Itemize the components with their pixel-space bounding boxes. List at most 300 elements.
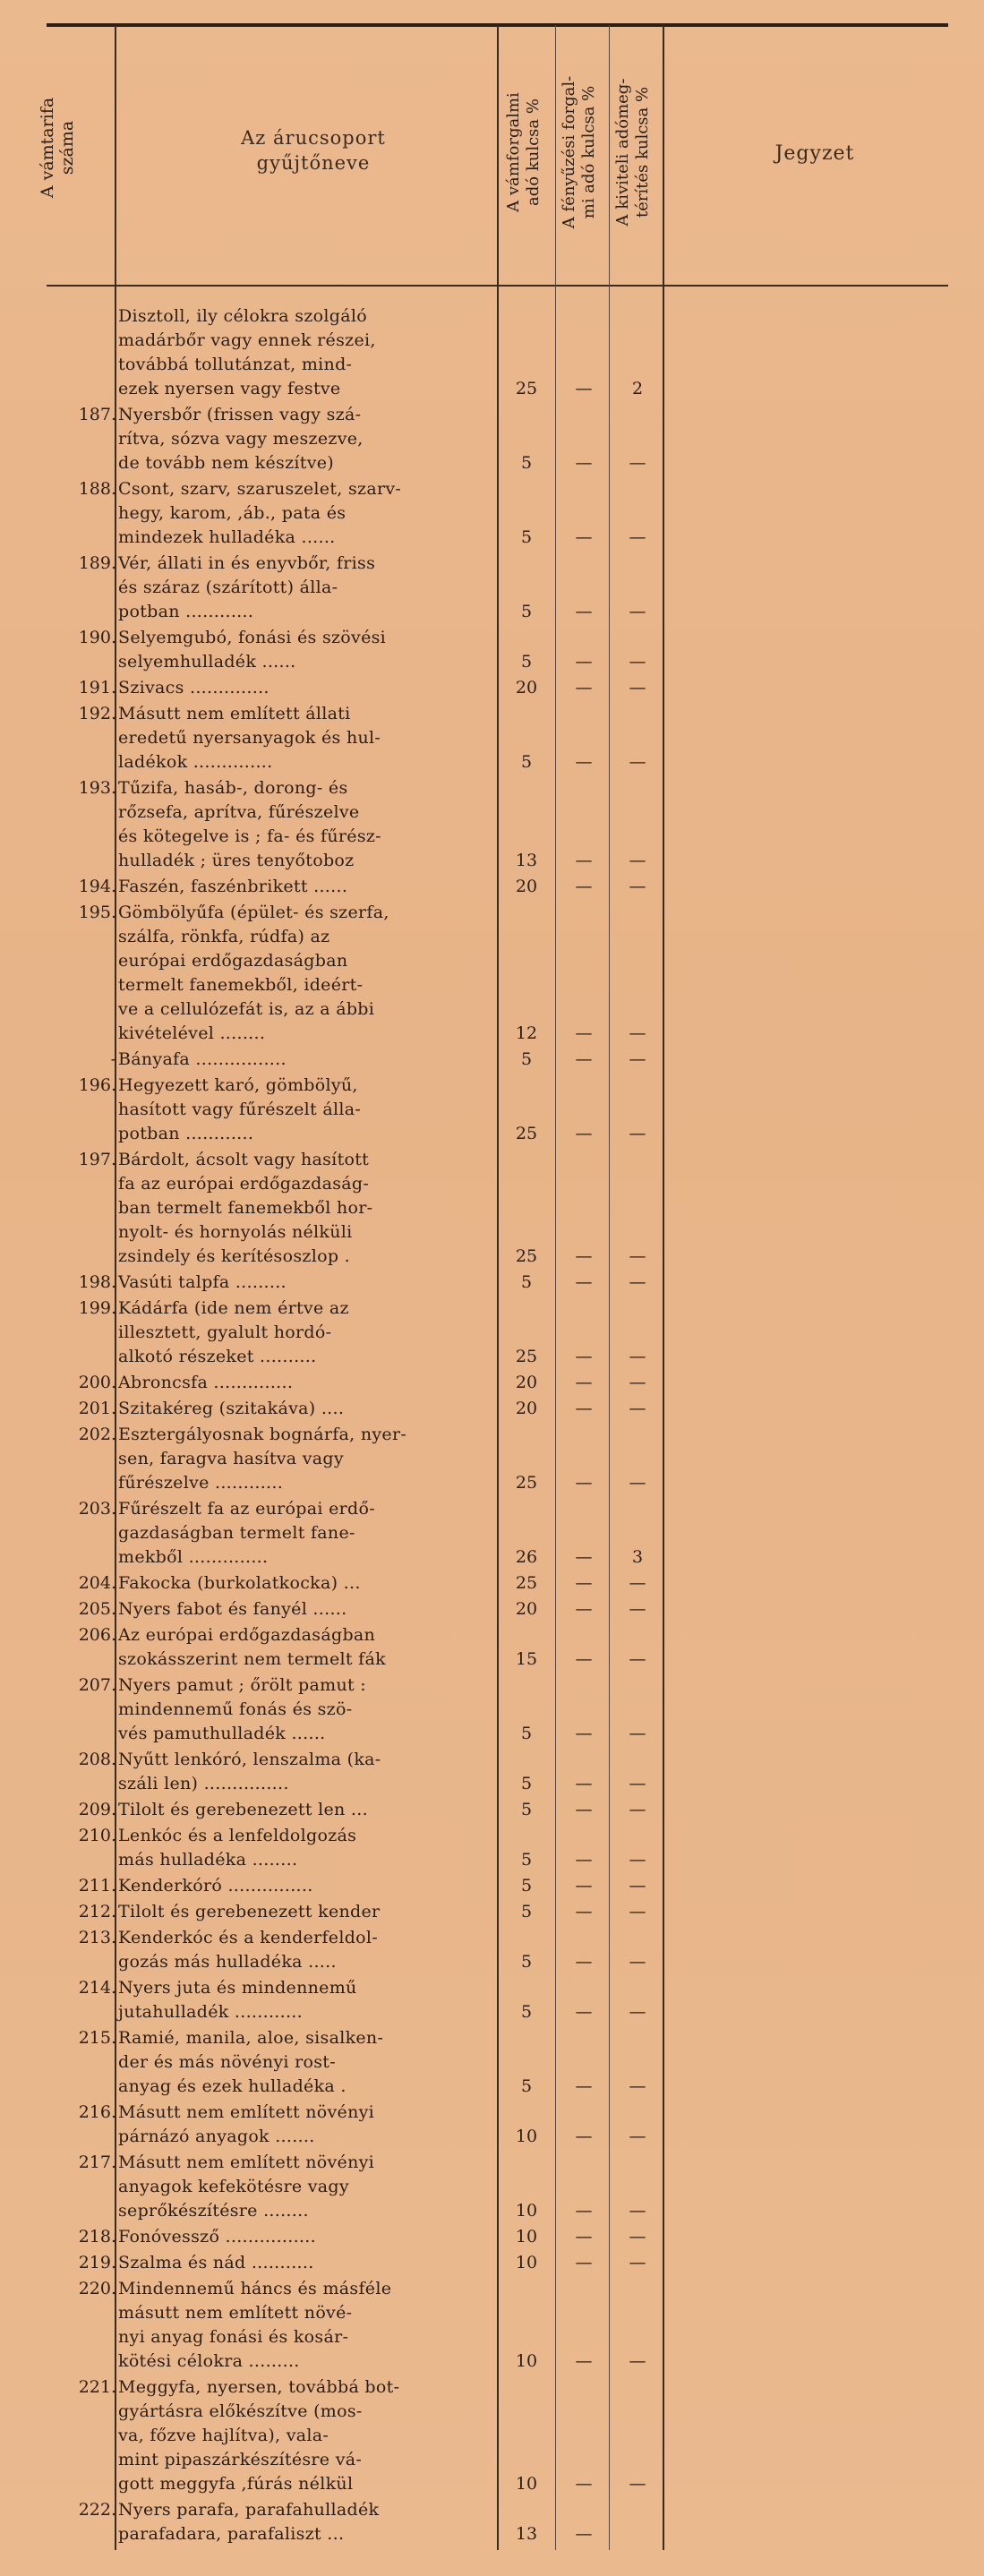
luxury-rate: — <box>575 1876 593 1896</box>
export-rate: — <box>629 752 646 772</box>
table-row <box>0 2101 984 2149</box>
customs-rate: 25 <box>515 1124 538 1143</box>
customs-rate: 5 <box>520 752 533 772</box>
group-description <box>118 1623 494 1672</box>
tariff-number: 216. <box>78 2102 116 2122</box>
tariff-number: 210. <box>78 1826 116 1845</box>
luxury-rate: — <box>575 1246 593 1266</box>
table-row <box>0 1748 984 1796</box>
customs-rate: 5 <box>520 602 533 621</box>
group-description <box>118 304 494 401</box>
header-rate-export-line2: térítés kulcsa % <box>633 86 652 218</box>
tariff-number: 196. <box>78 1075 116 1095</box>
customs-rate: 10 <box>515 2351 538 2371</box>
description-line: Másutt nem említett növényi <box>118 2102 375 2122</box>
table-row <box>0 776 984 873</box>
export-rate: — <box>629 1347 646 1366</box>
export-rate: — <box>629 877 646 896</box>
table-row <box>0 1623 984 1672</box>
group-description <box>118 1926 494 1974</box>
table-row <box>0 1900 984 1924</box>
luxury-rate: — <box>575 1473 593 1493</box>
description-line: Szivacs .............. <box>118 678 270 697</box>
group-description <box>118 676 494 700</box>
customs-rate: 10 <box>515 2201 538 2221</box>
header-rate-luxury <box>560 36 599 269</box>
description-line: Gömbölyűfa (épület- és szerfa, <box>118 903 389 922</box>
group-description <box>118 1597 494 1622</box>
customs-rate: 5 <box>520 1774 533 1793</box>
header-group-name-line1: Az árucsoport <box>241 127 386 149</box>
group-description <box>118 1048 494 1072</box>
description-line: madárbőr vagy ennek részei, <box>118 330 376 350</box>
description-line: továbbá tollutánzat, mind- <box>118 355 353 374</box>
export-rate: — <box>629 1800 646 1819</box>
export-rate: — <box>629 678 646 697</box>
description-line: Az európai erdőgazdaságban <box>118 1625 376 1645</box>
tariff-number: 190. <box>78 628 116 647</box>
customs-rate: 5 <box>520 1850 533 1870</box>
tariff-number: 202. <box>78 1425 116 1444</box>
customs-rate: 13 <box>515 2524 538 2544</box>
customs-rate: 25 <box>515 1473 538 1493</box>
description-line: Másutt nem említett növényi <box>118 2152 375 2172</box>
customs-rate: 20 <box>515 877 538 896</box>
tariff-number: 206. <box>78 1625 116 1645</box>
customs-rate: 12 <box>515 1023 538 1043</box>
export-rate: — <box>629 1952 646 1972</box>
tariff-number: 205. <box>78 1599 116 1619</box>
description-line: gott meggyfa ,fúrás nélkül <box>118 2474 354 2494</box>
luxury-rate: — <box>575 2253 593 2272</box>
export-rate: — <box>629 1272 646 1292</box>
table-row <box>0 1824 984 1872</box>
export-rate: — <box>629 1399 646 1418</box>
customs-rate: 5 <box>520 1952 533 1972</box>
description-line: kivételével ........ <box>118 1023 266 1043</box>
description-line: vés pamuthulladék ...... <box>118 1724 326 1743</box>
description-line: Mindennemű háncs és másféle <box>118 2279 392 2298</box>
luxury-rate: — <box>575 752 593 772</box>
table-row <box>0 1874 984 1898</box>
group-description <box>118 901 494 1046</box>
header-rate-export-line1: A kiviteli adómeg- <box>613 78 632 227</box>
table-row <box>0 676 984 700</box>
group-description <box>118 403 494 475</box>
group-description <box>118 1423 494 1495</box>
export-rate: — <box>629 1573 646 1593</box>
luxury-rate: — <box>575 1902 593 1921</box>
luxury-rate: — <box>575 379 593 398</box>
luxury-rate: — <box>575 1547 593 1567</box>
tariff-number: 215. <box>78 2028 116 2048</box>
header-rate-luxury-line1: A fényűzési forgal- <box>560 75 578 229</box>
tariff-number: 192. <box>78 704 116 723</box>
export-rate: — <box>629 1599 646 1619</box>
customs-rate: 5 <box>520 1049 533 1069</box>
description-line: potban ............ <box>118 602 254 621</box>
table-row <box>0 2375 984 2496</box>
tariff-number: 200. <box>78 1373 116 1392</box>
description-line: európai erdőgazdaságban <box>118 951 348 971</box>
export-rate: — <box>629 1473 646 1493</box>
customs-rate: 25 <box>515 1246 538 1266</box>
table-row <box>0 1798 984 1822</box>
group-description <box>118 552 494 624</box>
description-line: nyolt- és hornyolás nélküli <box>118 1222 353 1242</box>
customs-rate: 13 <box>515 851 538 870</box>
export-rate: — <box>629 1124 646 1143</box>
table-row <box>0 1271 984 1295</box>
description-line: és száraz (szárított) álla- <box>118 578 338 597</box>
group-description <box>118 2225 494 2249</box>
group-description <box>118 2026 494 2099</box>
description-line: Hegyezett karó, gömbölyű, <box>118 1075 358 1095</box>
tariff-number: 187. <box>78 405 116 424</box>
export-rate: — <box>629 453 646 473</box>
table-row <box>0 1497 984 1570</box>
customs-rate: 5 <box>520 1876 533 1896</box>
description-line: eredetű nyersanyagok és hul- <box>118 728 381 748</box>
export-rate: — <box>629 2253 646 2272</box>
customs-rate: 5 <box>520 1272 533 1292</box>
description-line: termelt fanemekből, ideért- <box>118 975 364 995</box>
description-line: fűrészelve ............ <box>118 1473 284 1493</box>
export-rate: 2 <box>631 379 644 398</box>
tariff-number: 219. <box>78 2253 116 2272</box>
group-description <box>118 626 494 674</box>
export-rate: — <box>629 1373 646 1392</box>
export-rate: — <box>629 2076 646 2096</box>
customs-rate: 20 <box>515 1399 538 1418</box>
group-description <box>118 2375 494 2496</box>
description-line: Szitakéreg (szitakáva) .... <box>118 1399 345 1418</box>
customs-rate: 26 <box>515 1547 538 1567</box>
description-line: Kádárfa (ide nem értve az <box>118 1298 349 1318</box>
description-line: zsindely és kerítésoszlop . <box>118 1246 350 1266</box>
description-line: Abroncsfa .............. <box>118 1373 294 1392</box>
luxury-rate: — <box>575 1800 593 1819</box>
customs-rate: 10 <box>515 2253 538 2272</box>
tariff-number: 212. <box>78 1902 116 1921</box>
export-rate: — <box>629 2002 646 2022</box>
luxury-rate: — <box>575 1774 593 1793</box>
description-line: hasított vagy fűrészelt álla- <box>118 1100 362 1119</box>
export-rate: — <box>629 602 646 621</box>
export-rate: — <box>629 1850 646 1870</box>
luxury-rate: — <box>575 1850 593 1870</box>
export-rate: — <box>629 2127 646 2146</box>
description-line: Tilolt és gerebenezett kender <box>118 1902 381 1921</box>
description-line: és kötegelve is ; fa- és fűrész- <box>118 826 381 846</box>
customs-rate: 10 <box>515 2227 538 2247</box>
tariff-number: 207. <box>78 1675 116 1695</box>
description-line: Szalma és nád ........... <box>118 2253 314 2272</box>
table-row <box>0 2251 984 2275</box>
luxury-rate: — <box>575 1649 593 1669</box>
table-row <box>0 2225 984 2249</box>
export-rate: — <box>629 652 646 672</box>
header-tariff-number-line2: száma <box>57 120 77 175</box>
description-line: hegy, karom, ,áb., pata és <box>118 503 347 523</box>
export-rate: — <box>629 1246 646 1266</box>
description-line: sen, faragva hasítva vagy <box>118 1449 344 1468</box>
description-line: mindennemű fonás és szö- <box>118 1699 353 1719</box>
export-rate: — <box>629 2201 646 2221</box>
description-line: ban termelt fanemekből hor- <box>118 1198 373 1218</box>
description-line: fa az európai erdőgazdaság- <box>118 1174 370 1194</box>
export-rate: 3 <box>631 1547 644 1567</box>
header-tariff-number-line1: A vámtarifa <box>38 97 57 199</box>
customs-rate: 5 <box>520 1800 533 1819</box>
description-line: potban ............ <box>118 1124 254 1143</box>
group-description <box>118 1397 494 1421</box>
table-row <box>0 1597 984 1622</box>
description-line: va, főzve hajlítva), vala- <box>118 2426 329 2445</box>
description-line: Nyűtt lenkóró, lenszalma (ka- <box>118 1750 381 1769</box>
description-line: gyártásra előkészítve (mos- <box>118 2401 363 2421</box>
export-rate: — <box>629 1876 646 1896</box>
description-line: ve a cellulózefát is, az a ábbi <box>118 999 375 1019</box>
group-description <box>118 1748 494 1796</box>
group-description <box>118 1297 494 1369</box>
luxury-rate: — <box>575 2127 593 2146</box>
customs-rate: 20 <box>515 1599 538 1619</box>
description-line: Kenderkóró ............... <box>118 1876 313 1896</box>
tariff-number: 217. <box>78 2152 116 2172</box>
customs-rate: 25 <box>515 1573 538 1593</box>
export-rate: — <box>629 1049 646 1069</box>
group-description <box>118 702 494 775</box>
tariff-number: 201. <box>78 1399 116 1418</box>
header-group-name-line2: gyűjtőneve <box>256 152 371 174</box>
export-rate: — <box>629 1023 646 1043</box>
group-description <box>118 1571 494 1596</box>
customs-rate: 15 <box>515 1649 538 1669</box>
description-line: Csont, szarv, szaruszelet, szarv- <box>118 479 402 499</box>
table-row <box>0 901 984 1046</box>
customs-rate: 5 <box>520 1902 533 1921</box>
group-description <box>118 1148 494 1269</box>
tariff-number: 222. <box>78 2500 116 2520</box>
tariff-number: 211. <box>78 1876 116 1896</box>
customs-rate: 5 <box>520 2076 533 2096</box>
table-row <box>0 1371 984 1395</box>
table-row <box>0 1148 984 1269</box>
tariff-number: 197. <box>78 1150 116 1169</box>
description-line: Tilolt és gerebenezett len ... <box>118 1800 368 1819</box>
group-description <box>118 2277 494 2374</box>
customs-rate: 5 <box>520 652 533 672</box>
header-rate-luxury-line2: mi adó kulcsa % <box>579 85 598 219</box>
description-line: rítva, sózva vagy meszezve, <box>118 429 364 449</box>
group-description <box>118 1673 494 1746</box>
header-tariff-number <box>38 36 77 260</box>
group-description <box>118 1371 494 1395</box>
luxury-rate: — <box>575 1952 593 1972</box>
description-line: seprőkészítésre ........ <box>118 2201 309 2221</box>
luxury-rate: — <box>575 2002 593 2022</box>
description-line: Meggyfa, nyersen, továbbá bot- <box>118 2377 400 2397</box>
table-row <box>0 403 984 475</box>
customs-rate: 20 <box>515 678 538 697</box>
description-line: alkotó részeket .......... <box>118 1347 317 1366</box>
table-row <box>0 1048 984 1072</box>
description-line: anyagok kefekötésre vagy <box>118 2177 349 2196</box>
tariff-number: 214. <box>78 1978 116 1998</box>
header-note: Jegyzet <box>774 142 855 165</box>
description-line: párnázó anyagok ....... <box>118 2127 315 2146</box>
tariff-number: 209. <box>78 1800 116 1819</box>
group-description <box>118 2251 494 2275</box>
description-line: Tűzifa, hasáb-, dorong- és <box>118 778 348 798</box>
table-row <box>0 2151 984 2223</box>
export-rate: — <box>629 2227 646 2247</box>
group-description <box>118 1074 494 1146</box>
tariff-number: 194. <box>78 877 116 896</box>
luxury-rate: — <box>575 1399 593 1418</box>
luxury-rate: — <box>575 2474 593 2494</box>
export-rate: — <box>629 1649 646 1669</box>
description-line: Bányafa ................ <box>118 1049 287 1069</box>
description-line: mint pipaszárkészítésre vá- <box>118 2450 363 2469</box>
tariff-number: 199. <box>78 1298 116 1318</box>
export-rate: — <box>629 1724 646 1743</box>
customs-rate: 5 <box>520 1724 533 1743</box>
luxury-rate: — <box>575 851 593 870</box>
description-line: Másutt nem említett állati <box>118 704 351 723</box>
description-line: szokásszerint nem termelt fák <box>118 1649 386 1669</box>
description-line: Bárdolt, ácsolt vagy hasított <box>118 1150 370 1169</box>
table-row <box>0 1297 984 1369</box>
table-row <box>0 1571 984 1596</box>
luxury-rate: — <box>575 877 593 896</box>
luxury-rate: — <box>575 1124 593 1143</box>
description-line: másutt nem említett növé- <box>118 2303 353 2323</box>
group-description <box>118 2498 494 2546</box>
luxury-rate: — <box>575 678 593 697</box>
export-rate: — <box>629 2351 646 2371</box>
tariff-number: 188. <box>78 479 116 499</box>
luxury-rate: — <box>575 2351 593 2371</box>
luxury-rate: — <box>575 2227 593 2247</box>
group-description <box>118 1798 494 1822</box>
description-line: Nyers fabot és fanyél ...... <box>118 1599 347 1619</box>
customs-rate: 10 <box>515 2474 538 2494</box>
group-description <box>118 1497 494 1570</box>
group-description <box>118 1976 494 2024</box>
table-row <box>0 1926 984 1974</box>
description-line: Kenderkóc és a kenderfeldol- <box>118 1928 379 1947</box>
description-line: Selyemgubó, fonási és szövési <box>118 628 387 647</box>
description-line: gozás más hulladéka ..... <box>118 1952 337 1972</box>
table-row <box>0 1976 984 2024</box>
group-description <box>118 1271 494 1295</box>
description-line: nyi anyag fonási és kosár- <box>118 2327 349 2347</box>
description-line: Nyersbőr (frissen vagy szá- <box>118 405 362 424</box>
luxury-rate: — <box>575 1023 593 1043</box>
description-line: ladékok .............. <box>118 752 273 772</box>
luxury-rate: — <box>575 1347 593 1366</box>
description-line: gazdaságban termelt fane- <box>118 1523 355 1543</box>
customs-rate: 25 <box>515 379 538 398</box>
tariff-number: 193. <box>78 778 116 798</box>
luxury-rate: — <box>575 2076 593 2096</box>
tariff-number: 195. <box>78 903 116 922</box>
description-line: Ramié, manila, aloe, sisalken- <box>118 2028 384 2048</box>
table-row <box>0 875 984 899</box>
customs-rate: 5 <box>520 453 533 473</box>
description-line: Lenkóc és a lenfeldolgozás <box>118 1826 357 1845</box>
description-line: kötési célokra ......... <box>118 2351 300 2371</box>
description-line: rőzsefa, aprítva, fűrészelve <box>118 802 360 822</box>
description-line: ezek nyersen vagy festve <box>118 379 341 398</box>
description-line: illesztett, gyalult hordó- <box>118 1322 332 1342</box>
luxury-rate: — <box>575 1373 593 1392</box>
tariff-number: - <box>110 1049 116 1069</box>
luxury-rate: — <box>575 2201 593 2221</box>
header-group-name <box>161 125 466 175</box>
description-line: más hulladéka ........ <box>118 1850 298 1870</box>
group-description <box>118 1824 494 1872</box>
description-line: mekből .............. <box>118 1547 269 1567</box>
description-line: selyemhulladék ...... <box>118 652 296 672</box>
description-line: Fűrészelt fa az európai erdő- <box>118 1499 375 1519</box>
luxury-rate: — <box>575 1272 593 1292</box>
header-rate-customs-line1: A vámforgalmi <box>504 92 523 212</box>
header-rate-export <box>613 36 653 269</box>
description-line: szálfa, rönkfa, rúdfa) az <box>118 927 330 946</box>
group-description <box>118 1900 494 1924</box>
tariff-number: 191. <box>78 678 116 697</box>
group-description <box>118 477 494 550</box>
tariff-number: 221. <box>78 2377 116 2397</box>
header-rate-customs-line2: adó kulcsa % <box>524 98 543 206</box>
description-line: Nyers juta és mindennemű <box>118 1978 357 1998</box>
luxury-rate: — <box>575 1724 593 1743</box>
description-line: hulladék ; üres tenyőtoboz <box>118 851 355 870</box>
table-row <box>0 626 984 674</box>
description-line: Nyers pamut ; őrölt pamut : <box>118 1675 366 1695</box>
luxury-rate: — <box>575 652 593 672</box>
description-line: Esztergályosnak bognárfa, nyer- <box>118 1425 407 1444</box>
export-rate: — <box>629 2474 646 2494</box>
tariff-number: 218. <box>78 2227 116 2247</box>
tariff-number: 203. <box>78 1499 116 1519</box>
table-row <box>0 552 984 624</box>
group-description <box>118 1874 494 1898</box>
customs-rate: 20 <box>515 1373 538 1392</box>
tariff-number: 208. <box>78 1750 116 1769</box>
table-row <box>0 1397 984 1421</box>
tariff-number: 213. <box>78 1928 116 1947</box>
table-row <box>0 1423 984 1495</box>
table-row <box>0 1074 984 1146</box>
luxury-rate: — <box>575 2524 593 2544</box>
description-line: Vér, állati in és enyvbőr, friss <box>118 553 376 573</box>
customs-rate: 5 <box>520 2002 533 2022</box>
table-row <box>0 2277 984 2374</box>
group-description <box>118 776 494 873</box>
table-row <box>0 2498 984 2546</box>
description-line: Vasúti talpfa ......... <box>118 1272 287 1292</box>
description-line: mindezek hulladéka ...... <box>118 527 336 547</box>
table-row <box>0 477 984 550</box>
description-line: száli len) ............... <box>118 1774 289 1793</box>
description-line: jutahulladék ............ <box>118 2002 303 2022</box>
description-line: Faszén, faszénbrikett ...... <box>118 877 348 896</box>
group-description <box>118 2101 494 2149</box>
